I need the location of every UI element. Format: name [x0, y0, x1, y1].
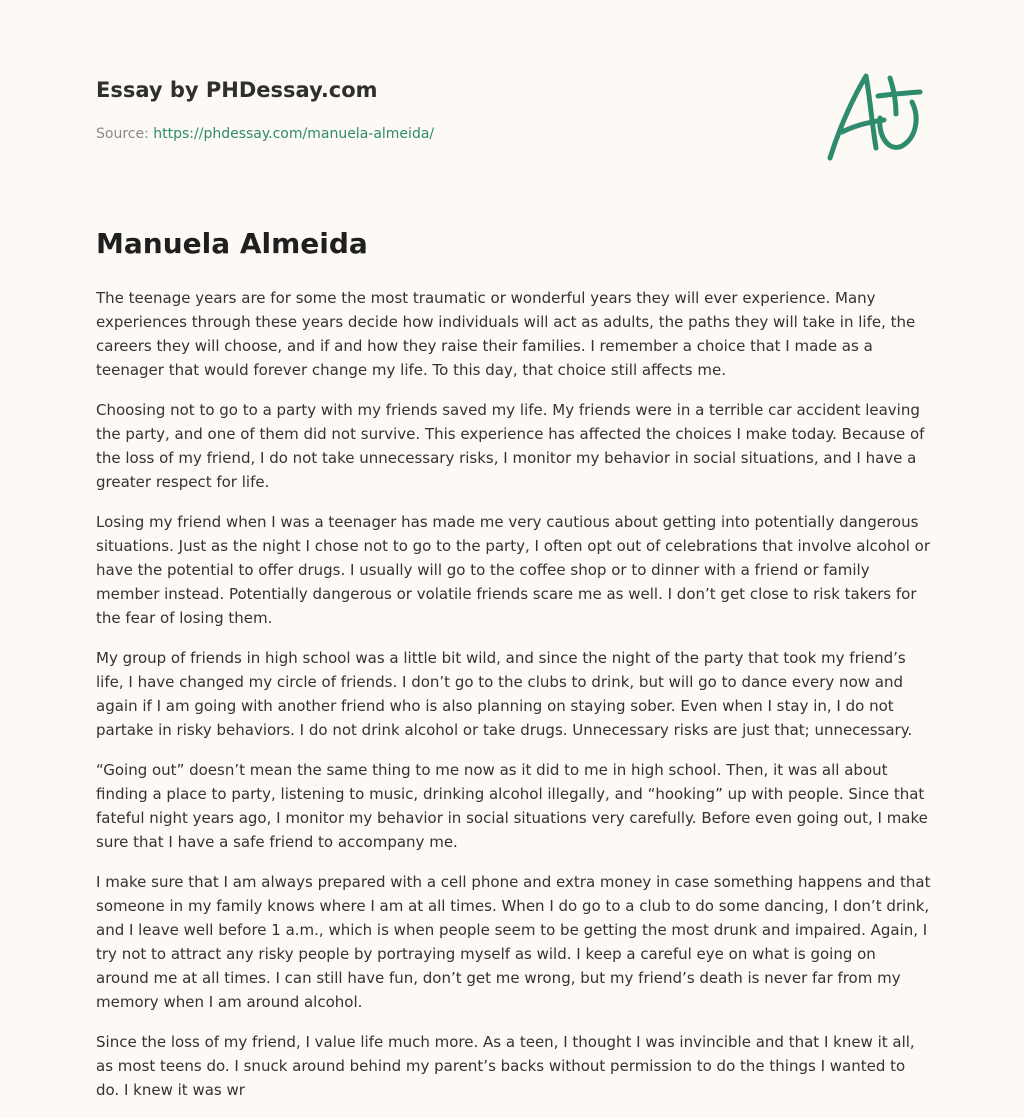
paragraph: The teenage years are for some the most traumatic or wonderful years they will ever experience. Many experiences through these years decide how individuals will act as adults, the paths they will take in life, the careers they will choose, and if and how they raise their families. I remember a choice that I made as a teenager that would forever change my life. To this day, that choice still affects me. — [96, 289, 916, 379]
paragraph: My group of friends in high school was a little bit wild, and since the night of the party that took my friend’s life, I have changed my circle of friends. I don’t go to the clubs to drink, but will go to dance every now and again if I am going with another friend who is also planning on staying sober. Even when I stay in, I do not partake in risky behaviors. I do not drink alcohol or take drugs. Unnecessary risks are just that; unnecessary. — [96, 649, 913, 739]
page-title: Manuela Almeida — [96, 227, 368, 260]
a-plus-logo-icon — [820, 66, 930, 166]
site-title: Essay by PHDessay.com — [96, 78, 378, 102]
essay-body — [96, 286, 932, 1118]
paragraph: “Going out” doesn’t mean the same thing to me now as it did to me in high school. Then, it was all about finding a place to party, listening to music, drinking alcohol illegally, and “hooking” up with people. Since that fateful night years ago, I monitor my behavior in social situations very carefully. Before even going out, I make sure that I have a safe friend to accompany me. — [96, 761, 928, 851]
paragraph: I make sure that I am always prepared with a cell phone and extra money in case something happens and that someone in my family knows where I am at all times. When I do go to a club to do some dancing, I don’t drink, and I leave well before 1 a.m., which is when people seem to be getting the most drunk and impaired. Again, I try not to attract any risky people by portraying myself as wild. I keep a careful eye on what is going on around me at all times. I can still have fun, don’t get me wrong, but my friend’s death is never far from my memory when I am around alcohol. — [96, 873, 931, 1011]
paragraph: Choosing not to go to a party with my friends saved my life. My friends were in a terrible car accident leaving the party, and one of them did not survive. This experience has affected the choices I make today. Because of the loss of my friend, I do not take unnecessary risks, I monitor my behavior in social situations, and I have a greater respect for life. — [96, 401, 925, 491]
paragraph: Losing my friend when I was a teenager has made me very cautious about getting into potentially dangerous situations. Just as the night I chose not to go to the party, I often opt out of celebrations that involve alcohol or have the potential to offer drugs. I usually will go to the coffee shop or to dinner with a friend or family member instead. Potentially dangerous or volatile friends scare me as well. I don’t get close to risk takers for the fear of losing them. — [96, 513, 930, 627]
source-link[interactable]: https://phdessay.com/manuela-almeida/ — [153, 126, 435, 142]
paragraph: Since the loss of my friend, I value life much more. As a teen, I thought I was invincible and that I knew it all, as most teens do. I snuck around behind my parent’s backs without permission to do the things I wanted to do. I knew it was wr — [96, 1033, 915, 1099]
source-line — [96, 124, 926, 144]
essay-header — [96, 76, 926, 166]
source-label: Source: — [96, 126, 154, 142]
